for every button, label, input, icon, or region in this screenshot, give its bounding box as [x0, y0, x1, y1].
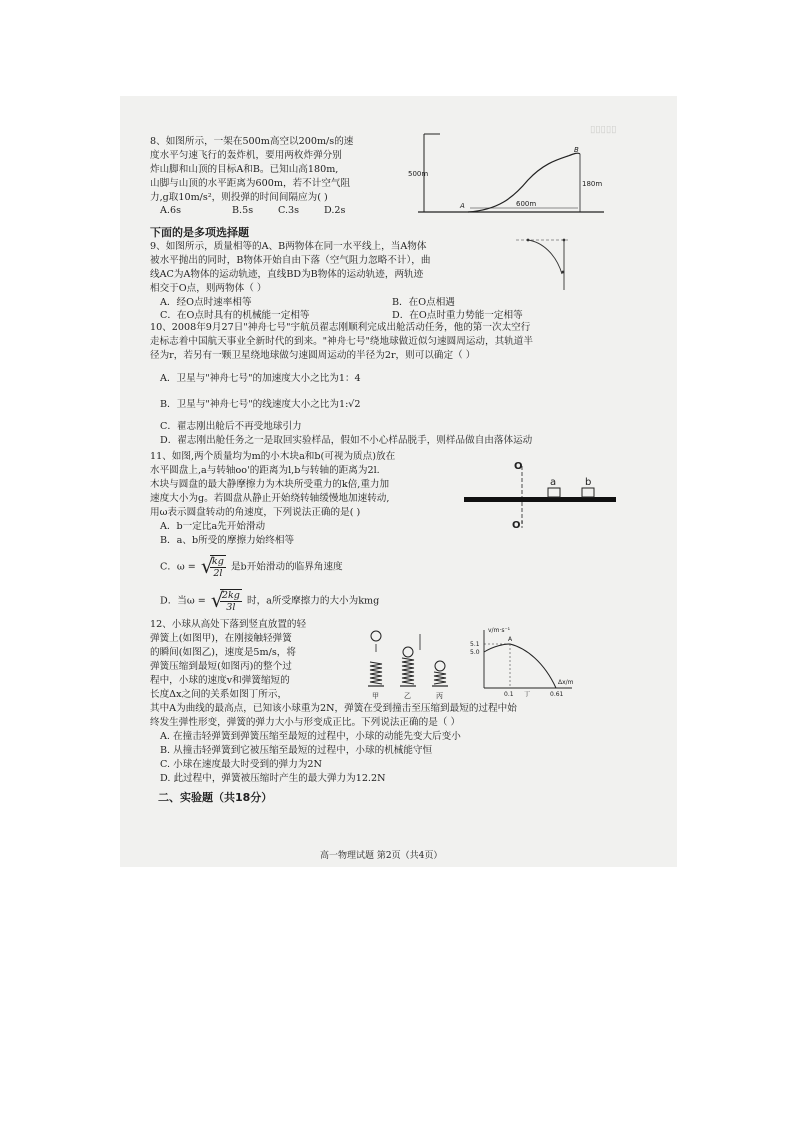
q8-option-a: A.6s	[160, 205, 182, 216]
q8-option-d: D.2s	[324, 205, 346, 216]
q9-line-2: 被水平抛出的同时，B物体开始自由下落（空气阻力忽略不计），曲	[150, 255, 431, 266]
sqrt-d	[211, 589, 242, 613]
q9-option-b: B．在O点相遇	[392, 297, 455, 308]
graph-ylabel: v/m·s⁻¹	[488, 627, 511, 634]
q11-option-c	[160, 555, 343, 579]
label-jia: 甲	[372, 692, 379, 700]
distance-label: 600m	[516, 200, 537, 208]
q9-line-1: 9、如图所示，质量相等的A、B两物体在同一水平线上，当A物体	[150, 241, 427, 252]
height-label: 500m	[408, 170, 429, 178]
q11-line-2: 水平圆盘上,a与转轴oo'的距离为l,b与转轴的距离为2l.	[150, 465, 380, 476]
section-2-heading: 二、实验题（共18分）	[158, 791, 273, 804]
q11-line-5: 用ω表示圆盘转动的角速度，下列说法正确的是( )	[150, 507, 361, 518]
q8-line-4: 山脚与山顶的水平距离为600m，若不计空气阻	[150, 178, 351, 189]
object-b	[563, 239, 566, 242]
mountain-height-label: 180m	[582, 180, 603, 188]
label-yi: 乙	[404, 692, 411, 700]
disk	[464, 497, 616, 502]
q9-line-3: 线AC为A物体的运动轨迹，直线BD为B物体的运动轨迹，两轨迹	[150, 269, 424, 280]
spring-yi	[400, 634, 420, 686]
q8-option-c: C.3s	[278, 205, 300, 216]
q10-option-d: D．翟志刚出舱任务之一是取回实验样品，假如不小心样品脱手，则样品做自由落体运动	[160, 435, 533, 446]
label-ding: 丁	[524, 691, 531, 698]
projectile-figure	[512, 234, 584, 298]
label-o-prime: O'	[512, 520, 524, 531]
q9-line-4: 相交于O点，则两物体（ ）	[150, 283, 267, 294]
q11-option-d-suffix: 时，a所受摩擦力的大小为kmg	[246, 595, 380, 607]
q10-option-a: A．卫星与"神舟七号"的加速度大小之比为1：4	[160, 373, 361, 384]
block-a	[548, 488, 560, 497]
q12-line-4: 弹簧压缩到最短(如图丙)的整个过	[150, 661, 292, 672]
q9-option-d: D．在O点时重力势能一定相等	[392, 310, 523, 321]
q11-option-c-suffix: 是b开始滑动的临界角速度	[230, 561, 343, 573]
q12-line-8: 终发生弹性形变，弹簧的弹力大小与形变成正比。下列说法正确的是（ ）	[150, 717, 461, 728]
q9-option-a: A．经O点时速率相等	[160, 297, 252, 308]
q10-line-2: 走标志着中国航天事业全新时代的到来。"神舟七号"绕地球做近似匀速圆周运动，其轨道半	[150, 336, 533, 347]
q12-line-6: 长度Δx之间的关系如图丁所示，	[150, 689, 288, 700]
spring-bing	[432, 661, 448, 686]
curve-ac	[528, 240, 562, 274]
bleed-through: ▯▯▯▯▯	[590, 124, 617, 135]
spring-figure	[364, 626, 456, 702]
q9-option-c: C．在O点时具有的机械能一定相等	[160, 310, 310, 321]
q11-option-c-prefix: C．ω =	[160, 561, 196, 573]
sqrt-c	[201, 555, 226, 579]
q11-c-denominator: 2l	[213, 568, 223, 579]
q10-line-3: 径为r，若另有一颗卫星绕地球做匀速圆周运动的半径为2r，则可以确定（ ）	[150, 350, 476, 361]
q12-line-5: 程中，小球的速度v和弹簧缩短的	[150, 675, 290, 686]
multi-choice-heading: 下面的是多项选择题	[150, 226, 249, 239]
object-a	[527, 239, 530, 242]
q12-option-c: C. 小球在速度最大时受到的弹力为2N	[160, 759, 322, 770]
point-o	[562, 271, 565, 274]
q11-option-a: A．b一定比a先开始滑动	[160, 521, 266, 532]
velocity-graph	[464, 626, 584, 702]
point-b-label: B	[574, 146, 579, 154]
spring-jia	[368, 631, 384, 686]
q11-line-4: 速度大小为g。若圆盘从静止开始绕转轴缓慢地加速转动,	[150, 493, 390, 504]
q8-line-1: 8、如图所示，一架在500m高空以200m/s的速	[150, 136, 354, 147]
label-bing: 丙	[436, 692, 443, 700]
q11-line-1: 11、如图,两个质量均为m的小木块a和b(可视为质点)放在	[150, 451, 396, 462]
q11-c-numerator: √ kg	[211, 556, 224, 567]
label-a: a	[550, 477, 557, 488]
velocity-curve	[484, 644, 556, 688]
q11-option-d-prefix: D．当ω =	[160, 595, 206, 607]
q8-option-b: B.5s	[232, 205, 254, 216]
q12-line-3: 的瞬间(如图乙)，速度是5m/s，将	[150, 647, 296, 658]
q10-line-1: 10、2008年9月27日"神舟七号"宇航员翟志刚顺利完成出舱活动任务，他的第一次太空行	[150, 322, 531, 333]
block-b	[582, 488, 594, 497]
q12-option-a: A. 在撞击轻弹簧到弹簧压缩至最短的过程中，小球的动能先变大后变小	[160, 731, 461, 742]
q12-option-b: B. 从撞击轻弹簧到它被压缩至最短的过程中，小球的机械能守恒	[160, 745, 433, 756]
turntable-figure	[460, 458, 620, 536]
q12-line-1: 12、小球从高处下落到竖直放置的轻	[150, 619, 307, 630]
q12-line-7: 其中A为曲线的最高点，已知该小球重为2N，弹簧在受到撞击至压缩到最短的过程中始	[150, 703, 517, 714]
tick-5-0: 5.0	[470, 649, 480, 656]
exam-sheet	[120, 96, 677, 867]
q8-line-3: 炸山脚和山顶的目标A和B。已知山高180m,	[150, 164, 339, 175]
q10-option-c: C．翟志刚出舱后不再受地球引力	[160, 421, 302, 432]
q11-line-3: 木块与圆盘的最大静摩擦力为木块所受重力的k倍,重力加	[150, 479, 390, 490]
page-footer: 高一物理试题 第2页（共4页）	[320, 851, 443, 861]
graph-xlabel: Δx/m	[558, 679, 574, 686]
q11-d-denominator: 3l	[226, 602, 236, 613]
q10-option-b: B．卫星与"神舟七号"的线速度大小之比为1:√2	[160, 399, 361, 410]
q8-line-5: 力,g取10m/s²，则投弹的时间间隔应为( )	[150, 192, 328, 203]
tick-0-61: 0.61	[550, 691, 564, 698]
peak-label: A	[508, 636, 513, 643]
q11-d-numerator: √ 2kg	[221, 590, 240, 601]
label-o: O	[514, 461, 523, 472]
q8-line-2: 度水平匀速飞行的轰炸机，要用两枚炸弹分别	[150, 150, 342, 161]
q11-option-d	[160, 589, 379, 613]
q11-option-b: B．a、b所受的摩擦力始终相等	[160, 535, 295, 546]
bomber-mountain-figure	[408, 128, 608, 216]
tick-0-1: 0.1	[504, 691, 514, 698]
tick-5-1: 5.1	[470, 641, 480, 648]
point-a-label: A	[460, 202, 465, 210]
q12-option-d: D. 此过程中，弹簧被压缩时产生的最大弹力为12.2N	[160, 773, 386, 784]
q12-line-2: 弹簧上(如图甲)，在刚接触轻弹簧	[150, 633, 292, 644]
label-b: b	[585, 477, 592, 488]
